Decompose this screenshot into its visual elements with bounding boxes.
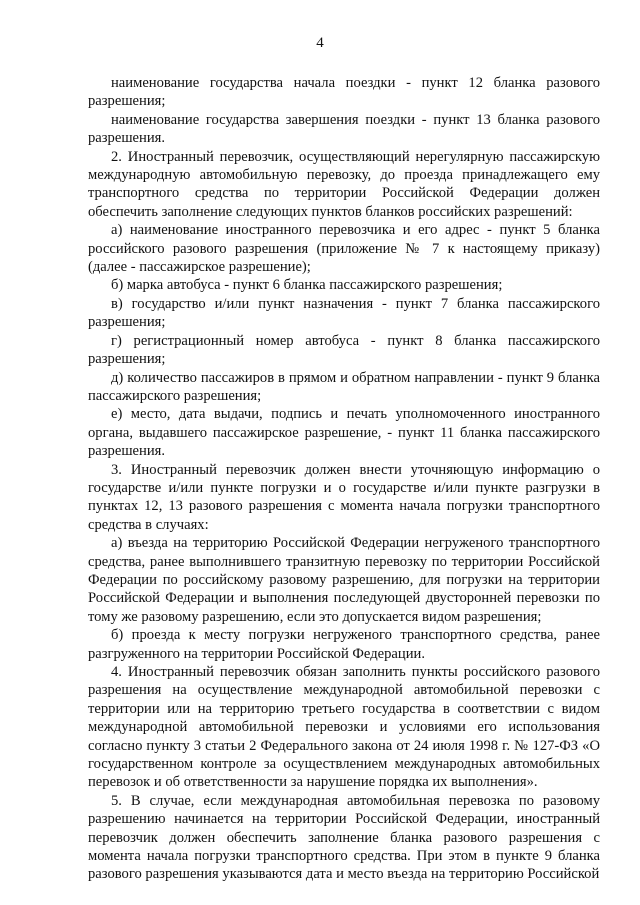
paragraph: 5. В случае, если международная автомобильная перевозка по разовому разрешению начинается на территории Российской Федерации, иностранный перевозчик должен обеспечить заполнение бланка разового разрешения с момента начала погрузки транспортного средства. При этом в пункте 9 бланка разового разрешения указываются дата и место въезда на территорию Российской	[88, 792, 600, 883]
paragraph: е) место, дата выдачи, подпись и печать уполномоченного иностранного органа, выдавшего пассажирское разрешение, - пункт 11 бланка пассажирского разрешения.	[88, 406, 600, 460]
paragraph: д) количество пассажиров в прямом и обратном направлении - пункт 9 бланка пассажирского разрешения;	[88, 369, 600, 404]
paragraph: б) марка автобуса - пункт 6 бланка пассажирского разрешения;	[111, 277, 503, 294]
page-number: 4	[316, 35, 324, 51]
paragraph: в) государство и/или пункт назначения - пункт 7 бланка пассажирского разрешения;	[88, 295, 600, 331]
paragraph: наименование государства завершения поездки - пункт 13 бланка разового разрешения.	[88, 111, 600, 147]
paragraph: наименование государства начала поездки - пункт 12 бланка разового разрешения;	[88, 75, 600, 110]
paragraph: 3. Иностранный перевозчик должен внести уточняющую информацию о государстве и/или пункте погрузки и о государстве и/или пункте разгрузки в пунктах 12, 13 разового разрешения с момента начала погрузки транспортного средства в случаях:	[88, 461, 600, 533]
paragraph: а) въезда на территорию Российской Федерации негруженого транспортного средства, ранее выполнившего транзитную перевозку по территории Российской Федерации по российскому разовому разрешению, для погрузки на территории Российской Федерации и выполнения последующей двусторонней перевозки по тому же разовому разрешению, если это допускается видом разрешения;	[88, 535, 600, 625]
paragraph: а) наименование иностранного перевозчика и его адрес - пункт 5 бланка российского разового разрешения (приложение № 7 к настоящему приказу) (далее - пассажирское разрешение);	[88, 222, 600, 276]
paragraph: б) проезда к месту погрузки негруженого транспортного средства, ранее разгруженного на территории Российской Федерации.	[88, 627, 600, 662]
paragraph: 4. Иностранный перевозчик обязан заполнить пункты российского разового разрешения на осуществление международной автомобильной перевозки с территории или на территорию третьего государства в соответствии с видом международной автомобильной перевозки и условиями его использования согласно пункту 3 статьи 2 Федерального закона от 24 июля 1998 г. № 127-ФЗ «О государственном контроле за осуществлением международных автомобильных перевозок и об ответственности за нарушение порядка их выполнения».	[88, 664, 600, 791]
document-body	[88, 74, 600, 884]
paragraph: 2. Иностранный перевозчик, осуществляющий нерегулярную пассажирскую международную автомобильную перевозку, до проезда принадлежащего ему транспортного средства по территории Российской Федерации должен обеспечить заполнение следующих пунктов бланков российских разрешений:	[88, 148, 600, 220]
paragraph: г) регистрационный номер автобуса - пункт 8 бланка пассажирского разрешения;	[88, 332, 600, 368]
